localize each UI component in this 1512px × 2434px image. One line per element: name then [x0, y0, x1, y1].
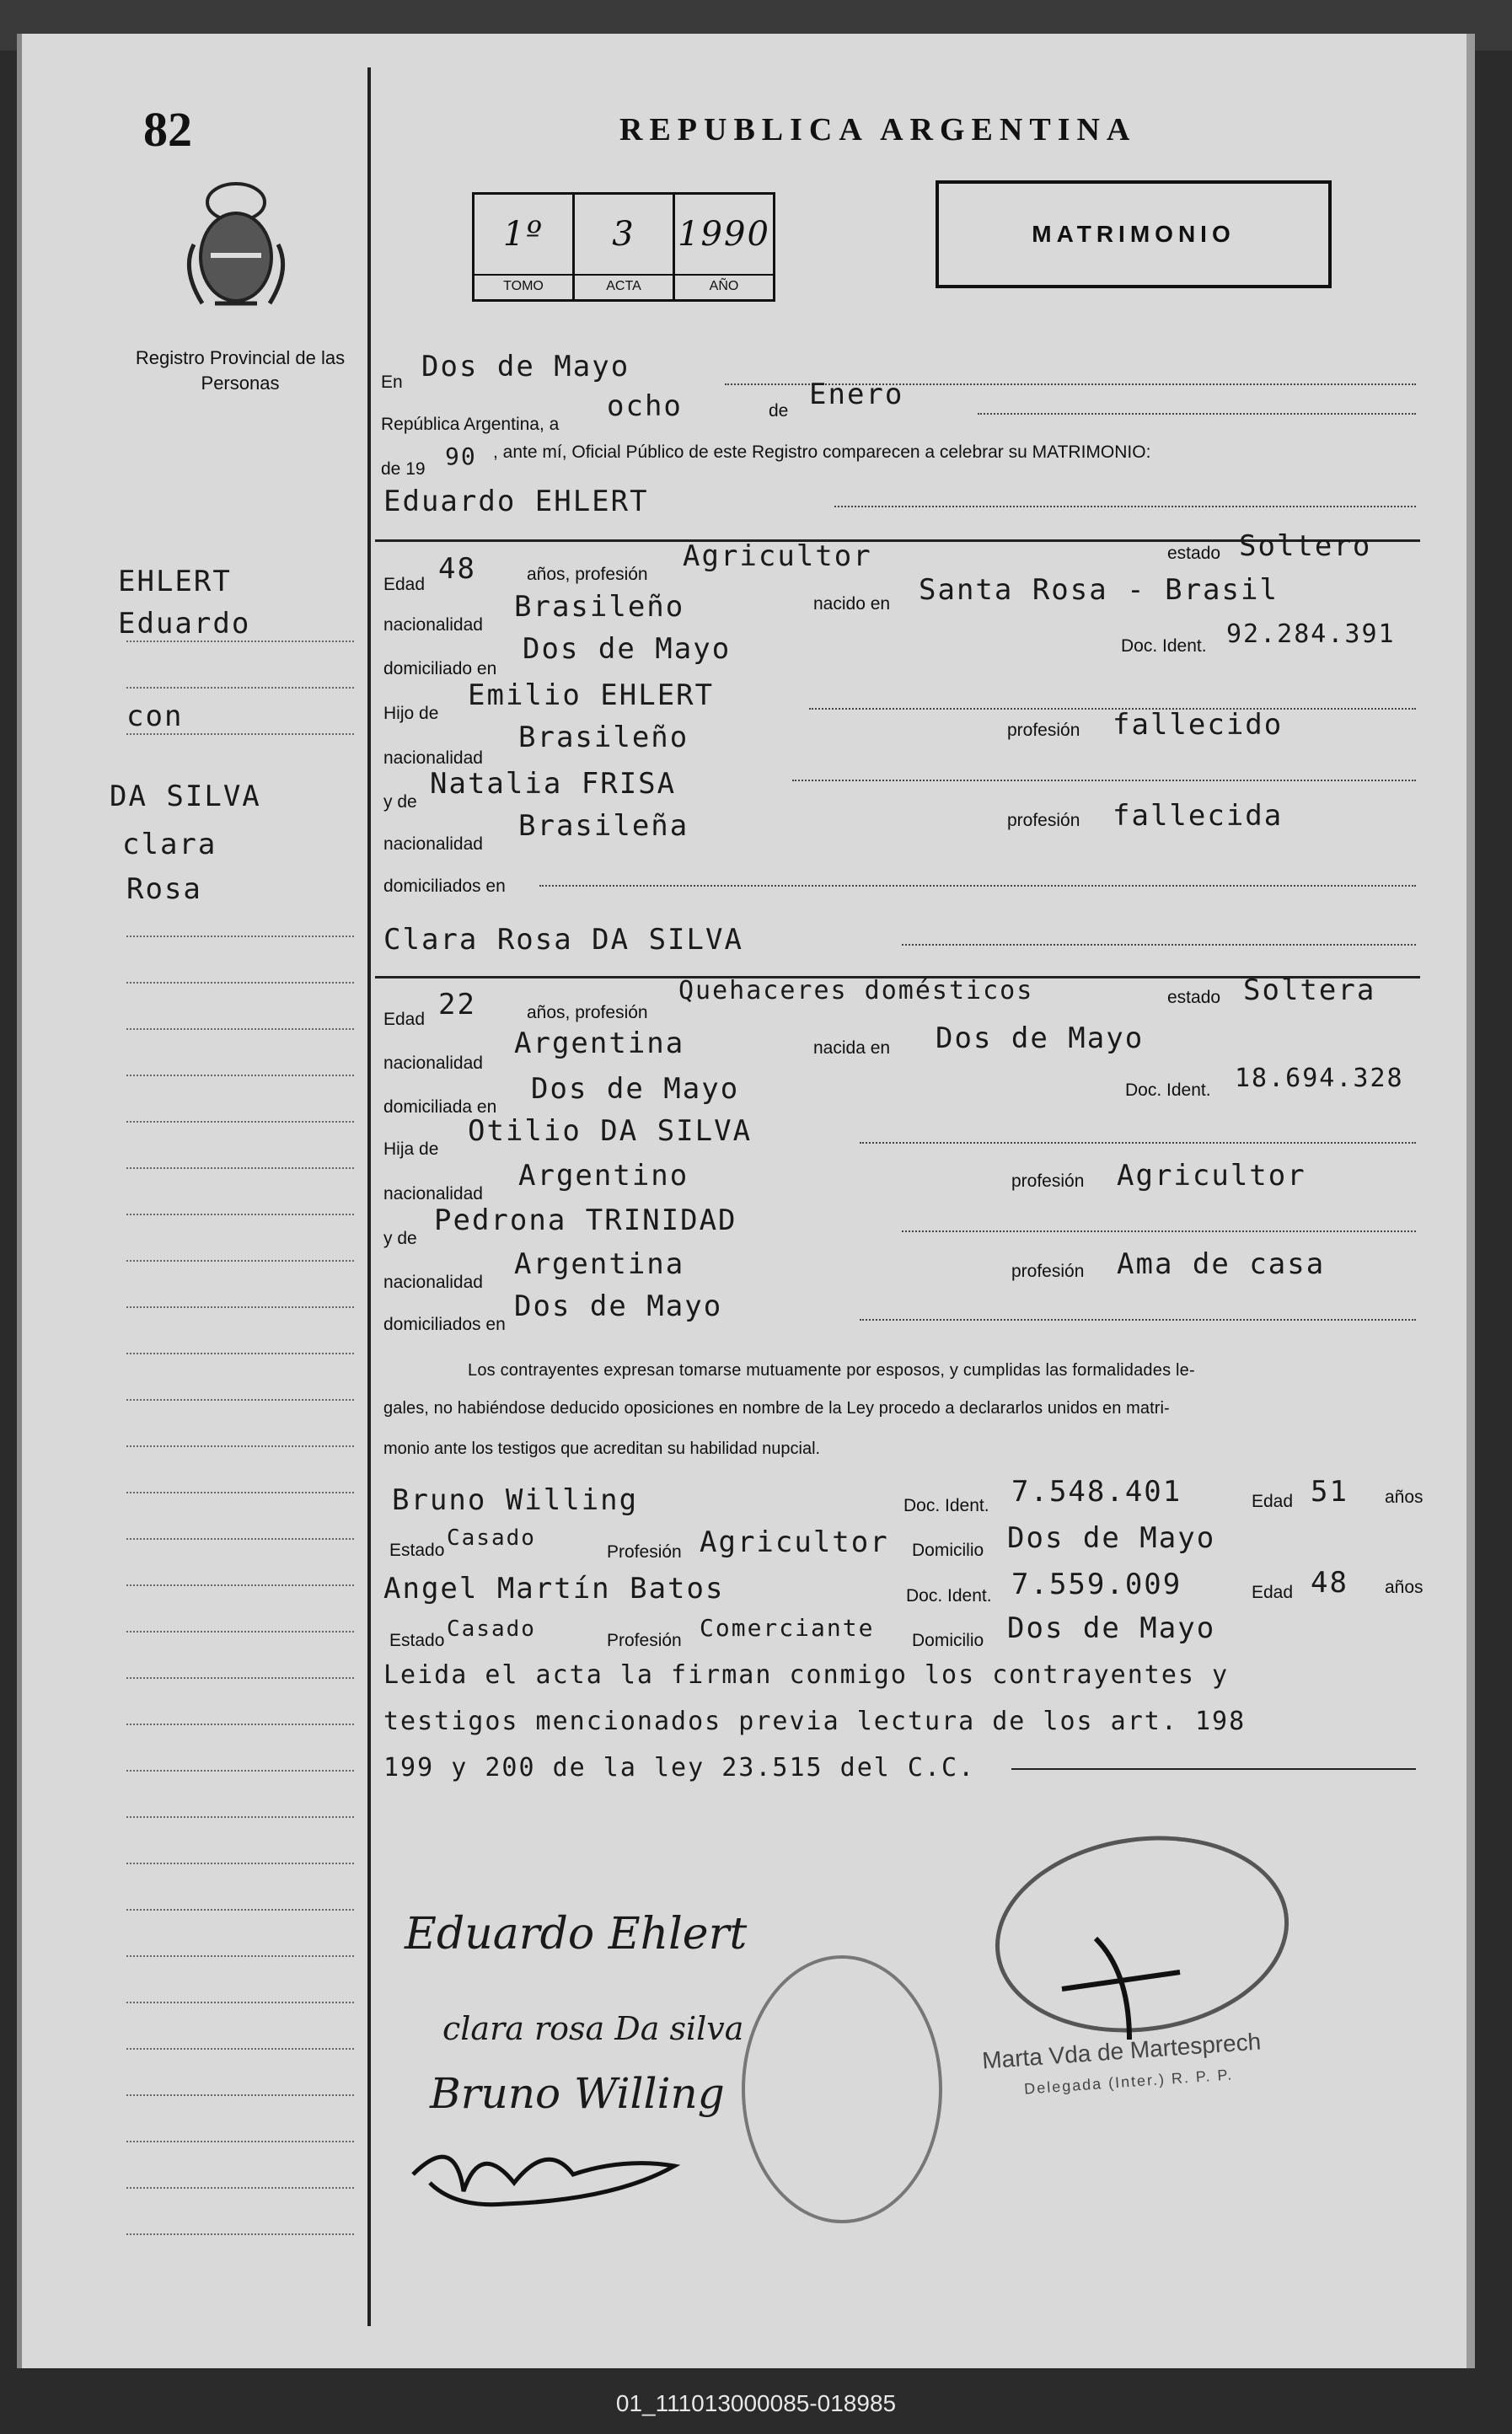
- witness-1-profession: Agricultor: [700, 1525, 889, 1559]
- bride-yde-label: y de: [383, 1229, 417, 1248]
- bride-mother: Pedrona TRINIDAD: [434, 1204, 737, 1237]
- signature-scribble: [405, 2124, 708, 2217]
- bride-anos-prof-label: años, profesión: [527, 1003, 648, 1022]
- declaration-line: gales, no habiéndose deducido oposiciones en nombre de la Ley procedo a declararlos unidos en matri-: [383, 1399, 1170, 1418]
- tomo-label: TOMO: [475, 274, 572, 294]
- groom-mother-profession: fallecida: [1113, 799, 1284, 833]
- bride-doms-label: domiciliados en: [383, 1315, 506, 1334]
- act-type-box: MATRIMONIO: [936, 180, 1332, 288]
- official-name: Marta Vda de Martesprech: [981, 2028, 1263, 2074]
- groom-edad-label: Edad: [383, 575, 426, 594]
- official-title: Delegada (Inter.) R. P. P.: [1023, 2066, 1234, 2098]
- margin-rule: [367, 67, 371, 2326]
- bride-mother-nat-label: nacionalidad: [383, 1273, 483, 1292]
- de-label: de: [769, 401, 789, 421]
- bride-age: 22: [438, 988, 476, 1021]
- witness-1-age: 51: [1311, 1475, 1348, 1509]
- page-number: 82: [143, 102, 192, 157]
- groom-yde-label: y de: [383, 792, 417, 812]
- witness-2-doc-label: Doc. Ident.: [906, 1586, 992, 1606]
- groom-doms-label: domiciliados en: [383, 877, 506, 896]
- groom-mother-nationality: Brasileña: [518, 809, 689, 843]
- groom-hijo-label: Hijo de: [383, 704, 439, 723]
- acta-label: ACTA: [575, 274, 673, 294]
- groom-estado: Soltero: [1239, 529, 1372, 563]
- groom-estado-label: estado: [1167, 544, 1221, 563]
- witness-2-anos-label: años: [1385, 1578, 1424, 1597]
- groom-father: Emilio EHLERT: [468, 678, 715, 712]
- note-line: Leida el acta la firman conmigo los contrayentes y: [383, 1660, 1230, 1690]
- bride-nac-label: nacionalidad: [383, 1053, 483, 1073]
- bride-profession: Quehaceres domésticos: [678, 976, 1034, 1005]
- intro-text: , ante mí, Oficial Público de este Registro comparecen a celebrar su MATRIMONIO:: [493, 442, 1151, 462]
- de19-label: de 19: [381, 459, 426, 479]
- place-value: Dos de Mayo: [421, 350, 630, 383]
- ano-value: 1990: [678, 215, 770, 254]
- closing-rule: [1011, 1768, 1416, 1770]
- witness-2-doc: 7.559.009: [1011, 1568, 1182, 1601]
- witness-1-dom-label: Domicilio: [912, 1541, 984, 1560]
- signature-bride: clara rosa Da silva: [442, 2010, 744, 2047]
- groom-doc: 92.284.391: [1226, 619, 1396, 649]
- margin-note-line: con: [126, 700, 184, 733]
- groom-father-nat-label: nacionalidad: [383, 748, 483, 768]
- bride-mother-prof-label: profesión: [1011, 1262, 1085, 1281]
- margin-note-line: clara: [122, 828, 217, 861]
- official-signature-mark: [1037, 1922, 1205, 2048]
- witness-2-age: 48: [1311, 1566, 1348, 1600]
- country-title: REPUBLICA ARGENTINA: [619, 112, 1137, 147]
- margin-note-line: Eduardo: [118, 607, 251, 641]
- bride-father: Otilio DA SILVA: [468, 1114, 753, 1148]
- groom-nationality: Brasileño: [514, 590, 685, 624]
- ano-label: AÑO: [675, 274, 773, 294]
- bride-estado: Soltera: [1243, 973, 1376, 1007]
- registry-name: Registro Provincial de las Personas: [135, 347, 346, 394]
- note-line: testigos mencionados previa lectura de los art. 198: [383, 1707, 1247, 1736]
- witness-1-doc: 7.548.401: [1011, 1475, 1182, 1509]
- bride-hija-label: Hija de: [383, 1139, 439, 1159]
- witness-2-estado-label: Estado: [389, 1631, 445, 1650]
- groom-dom-label: domiciliado en: [383, 659, 497, 678]
- bride-nationality: Argentina: [514, 1027, 685, 1060]
- tomo-cell: [475, 195, 575, 299]
- groom-father-profession: fallecido: [1113, 708, 1284, 742]
- bride-edad-label: Edad: [383, 1010, 426, 1029]
- witness-1-domicile: Dos de Mayo: [1007, 1521, 1216, 1555]
- en-label: En: [381, 373, 403, 392]
- witness-1-estado: Casado: [447, 1525, 536, 1551]
- margin-note-line: EHLERT: [118, 565, 232, 598]
- bride-dom-label: domiciliada en: [383, 1097, 497, 1117]
- groom-father-nationality: Brasileño: [518, 721, 689, 754]
- year-value: 90: [445, 442, 477, 470]
- bride-doc-label: Doc. Ident.: [1125, 1080, 1211, 1100]
- bride-doc: 18.694.328: [1235, 1064, 1404, 1093]
- coat-of-arms-icon: [177, 177, 295, 320]
- acta-value: 3: [612, 215, 635, 254]
- bride-domicile: Dos de Mayo: [531, 1072, 740, 1106]
- witness-2-profession: Comerciante: [700, 1614, 875, 1642]
- groom-profession: Agricultor: [683, 539, 872, 573]
- groom-nacido-label: nacido en: [813, 594, 891, 614]
- registry-stamp: [742, 1955, 942, 2223]
- document-id: 01_111013000085-018985: [615, 2390, 897, 2416]
- declaration-line: Los contrayentes expresan tomarse mutuamente por esposos, y cumplidas las formalidades le-: [468, 1361, 1195, 1380]
- declaration-line: monio ante los testigos que acreditan su habilidad nupcial.: [383, 1439, 821, 1458]
- bride-birthplace: Dos de Mayo: [936, 1021, 1145, 1055]
- bride-father-nationality: Argentino: [518, 1159, 689, 1193]
- bride-father-profession: Agricultor: [1117, 1159, 1306, 1193]
- witness-2-domicile: Dos de Mayo: [1007, 1611, 1216, 1645]
- witness-1-prof-label: Profesión: [607, 1542, 682, 1562]
- bride-name: Clara Rosa DA SILVA: [383, 923, 743, 957]
- groom-mother-prof-label: profesión: [1007, 811, 1080, 830]
- witness-1-anos-label: años: [1385, 1488, 1424, 1507]
- bride-father-nat-label: nacionalidad: [383, 1184, 483, 1204]
- witness-2-prof-label: Profesión: [607, 1631, 682, 1650]
- witness-1-doc-label: Doc. Ident.: [903, 1496, 989, 1515]
- witness-1-estado-label: Estado: [389, 1541, 445, 1560]
- witness-2-estado: Casado: [447, 1616, 536, 1642]
- signature-groom: Eduardo Ehlert: [405, 1909, 748, 1960]
- bride-nacida-label: nacida en: [813, 1038, 891, 1058]
- margin-note-line: DA SILVA: [110, 780, 261, 813]
- signature-witness: Bruno Willing: [430, 2069, 725, 2118]
- bride-estado-label: estado: [1167, 988, 1221, 1007]
- witness-2-edad-label: Edad: [1252, 1583, 1294, 1602]
- witness-2-name: Angel Martín Batos: [383, 1572, 725, 1606]
- groom-father-prof-label: profesión: [1007, 721, 1080, 740]
- groom-domicile: Dos de Mayo: [523, 632, 732, 666]
- bride-mother-profession: Ama de casa: [1117, 1247, 1326, 1281]
- groom-birthplace: Santa Rosa - Brasil: [919, 573, 1279, 607]
- tomo-acta-ano-table: [472, 192, 775, 302]
- tomo-value: 1º: [502, 215, 544, 254]
- witness-1-edad-label: Edad: [1252, 1492, 1294, 1511]
- bride-parents-domicile: Dos de Mayo: [514, 1289, 723, 1323]
- groom-mother-nat-label: nacionalidad: [383, 834, 483, 854]
- groom-anos-prof-label: años, profesión: [527, 565, 648, 584]
- groom-name: Eduardo EHLERT: [383, 485, 649, 518]
- witness-2-dom-label: Domicilio: [912, 1631, 984, 1650]
- acta-cell: [575, 195, 675, 299]
- groom-nac-label: nacionalidad: [383, 615, 483, 635]
- republica-label: República Argentina, a: [381, 415, 560, 434]
- groom-doc-label: Doc. Ident.: [1121, 636, 1207, 656]
- bride-mother-nationality: Argentina: [514, 1247, 685, 1281]
- day-value: ocho: [607, 389, 683, 423]
- margin-note-line: Rosa: [126, 872, 202, 906]
- groom-mother: Natalia FRISA: [430, 767, 677, 801]
- note-line: 199 y 200 de la ley 23.515 del C.C.: [383, 1753, 976, 1783]
- bride-father-prof-label: profesión: [1011, 1171, 1085, 1191]
- month-value: Enero: [809, 378, 904, 411]
- ano-cell: [675, 195, 773, 299]
- groom-age: 48: [438, 552, 476, 586]
- witness-1-name: Bruno Willing: [392, 1483, 639, 1517]
